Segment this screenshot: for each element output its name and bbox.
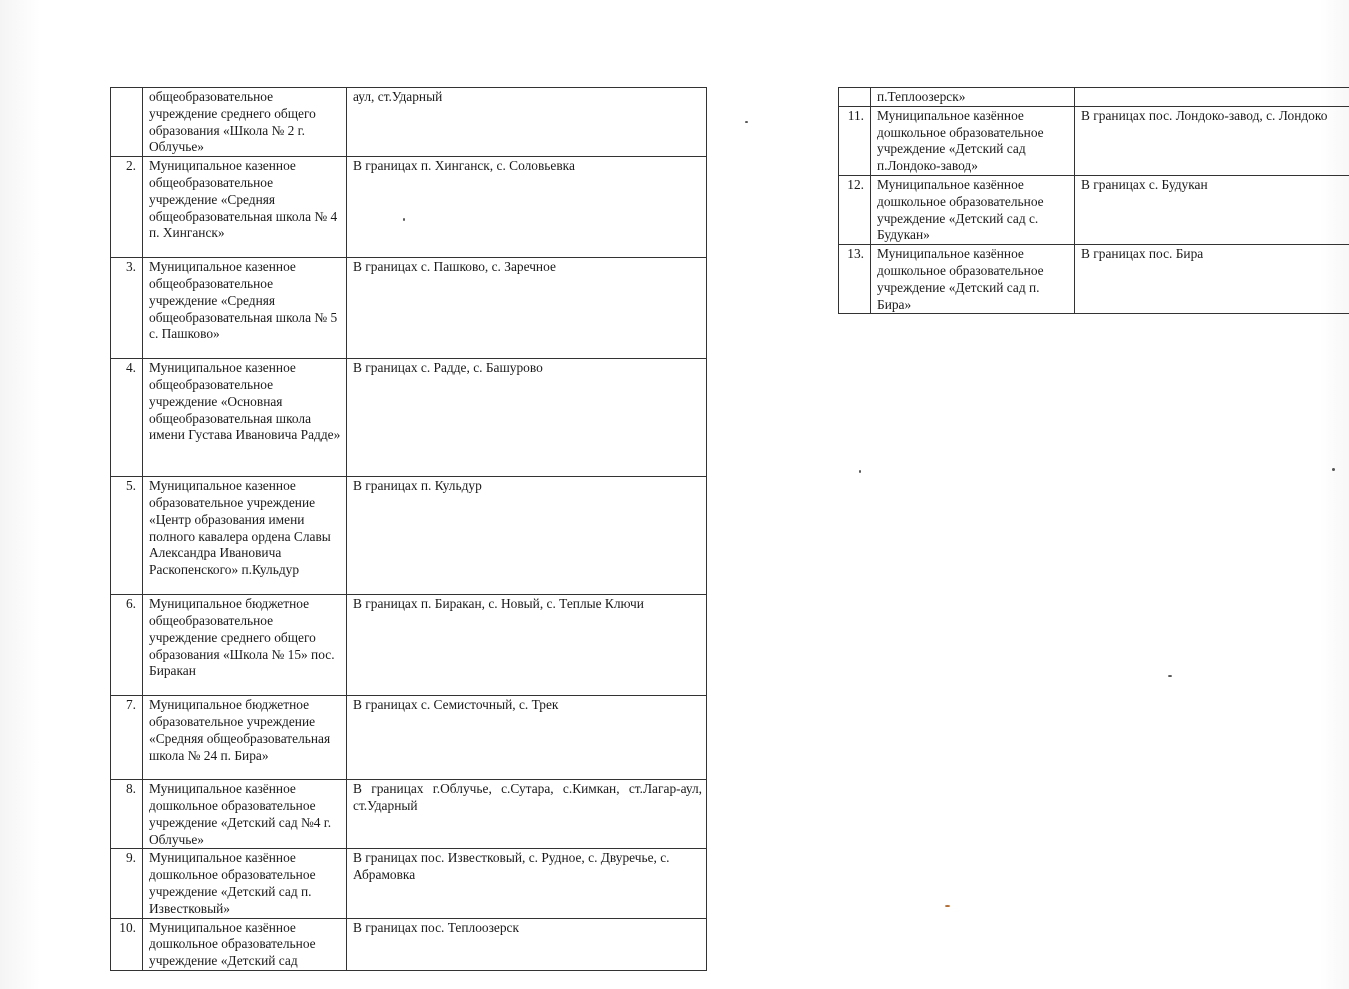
row-number: 4. [111,359,143,477]
table-row [839,245,1349,314]
scan-speck [1332,468,1335,471]
scan-speck [745,121,748,123]
table-row [111,88,707,157]
boundaries-cell: В границах пос. Теплоозерск [347,918,707,970]
boundaries-cell: В границах с. Будукан [1075,175,1349,244]
institution-name: Муниципальное казённое дошкольное образовательное учреждение «Детский сад с. Будукан» [871,175,1075,244]
boundaries-cell: В границах п. Биракан, с. Новый, с. Теплые Ключи [347,595,707,696]
institution-name: Муниципальное казенное общеобразовательное учреждение «Средняя общеобразовательная школа № 4 п. Хинганск» [143,157,347,258]
boundaries-cell: В границах с. Радде, с. Башурово [347,359,707,477]
scan-speck [945,905,950,907]
boundaries-cell: В границах с. Пашково, с. Заречное [347,258,707,359]
table-row [839,106,1349,175]
table-row [111,359,707,477]
institution-name: Муниципальное бюджетное общеобразовательное учреждение среднего общего образования «Школа № 15» пос. Биракан [143,595,347,696]
row-number [111,88,143,157]
institution-name: Муниципальное казённое дошкольное образовательное учреждение «Детский сад п. Бира» [871,245,1075,314]
table-row [111,918,707,970]
table-row [111,595,707,696]
table-row [111,157,707,258]
institution-name: Муниципальное казенное общеобразовательное учреждение «Основная общеобразовательная школа имени Густава Ивановича Радде» [143,359,347,477]
left-table [110,87,707,971]
right-table [838,87,1349,314]
boundaries-cell [1075,88,1349,107]
row-number: 12. [839,175,871,244]
scan-speck [859,470,861,473]
row-number: 10. [111,918,143,970]
row-number: 2. [111,157,143,258]
boundaries-cell: В границах пос. Известковый, с. Рудное, с. Двуречье, с. Абрамовка [347,849,707,918]
boundaries-cell: В границах пос. Лондоко-завод, с. Лондоко [1075,106,1349,175]
boundaries-cell: В границах г.Облучье, с.Сутара, с.Кимкан, ст.Лагар-аул, ст.Ударный [347,780,707,849]
institution-name: Муниципальное казенное образовательное учреждение «Центр образования имени полного кавалера ордена Славы Александра Ивановича Раскопенского» п.Кульдур [143,477,347,595]
table-row [111,258,707,359]
boundaries-cell: В границах п. Кульдур [347,477,707,595]
row-number: 5. [111,477,143,595]
institution-name: Муниципальное казённое дошкольное образовательное учреждение «Детский сад [143,918,347,970]
table-row [111,849,707,918]
institution-name: Муниципальное бюджетное образовательное учреждение «Средняя общеобразовательная школа № 24 п. Бира» [143,696,347,780]
institution-name: Муниципальное казённое дошкольное образовательное учреждение «Детский сад п.Лондоко-завод» [871,106,1075,175]
institution-name: общеобразовательное учреждение среднего общего образования «Школа № 2 г. Облучье» [143,88,347,157]
institution-name: Муниципальное казённое дошкольное образовательное учреждение «Детский сад п. Известковый» [143,849,347,918]
institution-name: Муниципальное казенное общеобразовательное учреждение «Средняя общеобразовательная школа № 5 с. Пашково» [143,258,347,359]
row-number: 8. [111,780,143,849]
scan-speck [1168,675,1172,677]
row-number: 3. [111,258,143,359]
scan-speck [403,218,405,221]
table-row [839,88,1349,107]
boundaries-cell: В границах пос. Бира [1075,245,1349,314]
row-number [839,88,871,107]
boundaries-cell: аул, ст.Ударный [347,88,707,157]
row-number: 11. [839,106,871,175]
row-number: 9. [111,849,143,918]
boundaries-cell: В границах п. Хинганск, с. Соловьевка [347,157,707,258]
table-row [839,175,1349,244]
row-number: 7. [111,696,143,780]
institution-name: п.Теплоозерск» [871,88,1075,107]
table-row [111,477,707,595]
table-row [111,696,707,780]
institution-name: Муниципальное казённое дошкольное образовательное учреждение «Детский сад №4 г. Облучье» [143,780,347,849]
table-row [111,780,707,849]
boundaries-cell: В границах с. Семисточный, с. Трек [347,696,707,780]
row-number: 6. [111,595,143,696]
row-number: 13. [839,245,871,314]
